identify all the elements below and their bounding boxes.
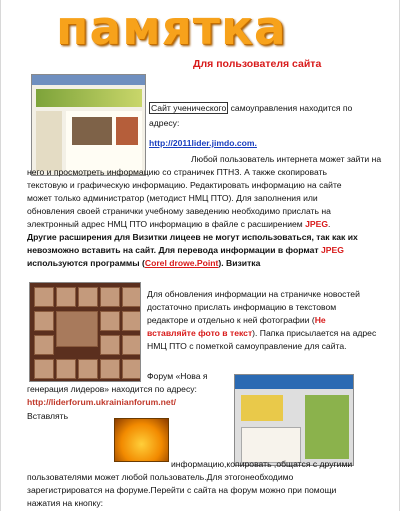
- para2-line-5: НМЦ ПТО с пометкой самоуправление для сайта.: [147, 341, 347, 351]
- students-photo-collage: [29, 282, 141, 382]
- para2-line-1: Для обновления информации на страничке новостей: [147, 289, 360, 299]
- para2-line-3: редакторе и отдельно к ней фотографии (Не: [147, 315, 326, 325]
- para1-line-6: электронный адрес НМЦ ПТО информацию в файле с расширением JPEG.: [27, 219, 331, 229]
- para1-line-1: Любой пользователь интернета может зайти на: [191, 154, 382, 164]
- forum-line-4: информацию,копировать ,общатся с другими: [171, 459, 353, 469]
- para1-line-3: текстовую и графическую информацию. Редактировать информацию на сайте: [27, 180, 342, 190]
- forum-screenshot-image: [234, 374, 354, 466]
- para1-line-5: обновления своей странички учебному заведению необходимо прислать на: [27, 206, 331, 216]
- para1-line-2: него и просмотреть информацию со страничек ПТНЗ. А также скопировать: [27, 167, 327, 177]
- page-title: памятка: [56, 1, 287, 56]
- forum-line-6: зарегистрироватся на форуме.Перейти с сайта на форум можно при помощи: [27, 485, 337, 495]
- forum-link[interactable]: http://liderforum.ukrainianforum.net/: [27, 397, 176, 407]
- para2-line-4: вставляйте фото в текст). Папка присылается на адрес: [147, 328, 377, 338]
- intro-line-2: адресу:: [149, 118, 180, 128]
- para1-line-9: используются программы (Corel drowe.Point). Визитка: [27, 258, 261, 268]
- intro-line-1: Сайт ученического самоуправления находится по: [151, 103, 353, 113]
- para1-line-8: невозможно вставить на сайт. Для перевода информации в формат JPEG: [27, 245, 344, 255]
- intro-boxed-text: Сайт ученического: [151, 103, 227, 113]
- forum-line-7: нажатия на кнопку:: [27, 498, 104, 508]
- page-subtitle: Для пользователя сайта: [193, 58, 322, 70]
- para2-line-2: достаточно прислать информацию в текстовом: [147, 302, 337, 312]
- forum-logo-button[interactable]: [114, 418, 169, 462]
- site-screenshot-image: [31, 74, 146, 176]
- forum-line-3: Вставлять: [27, 411, 69, 421]
- forum-line-1: Форум «Нова я: [147, 371, 208, 381]
- para1-line-4: может только администратор (методист НМЦ ПТО). Для заполнения или: [27, 193, 318, 203]
- forum-line-5: пользователями может любой пользователь.Для этогонеобходимо: [27, 472, 294, 482]
- site-link[interactable]: http://2011lider.jimdo.com.: [149, 138, 257, 148]
- para1-line-7: Другие расширения для Визитки лицеев не могут использоваться, так как их: [27, 232, 358, 242]
- forum-line-2: генерация лидеров» находится по адресу:: [27, 384, 197, 394]
